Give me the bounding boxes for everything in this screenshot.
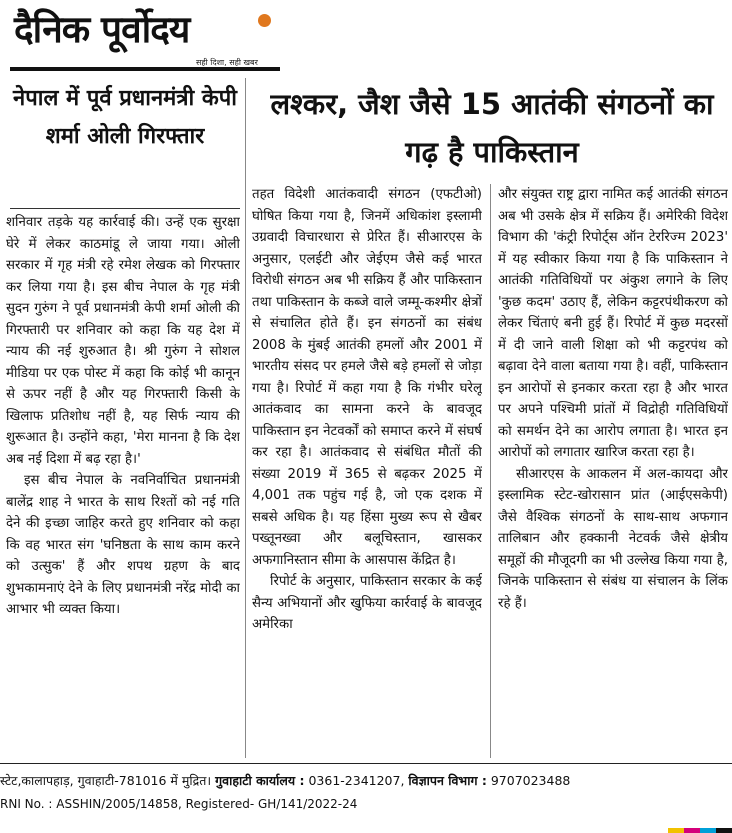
headline-divider: [10, 208, 240, 209]
main-story-paragraph: तहत विदेशी आतंकवादी संगठन (एफटीओ) घोषित किया गया है, जिनमें अधिकांश इस्लामी उग्रवादी विचारधारा से प्रेरित हैं। सीआरएस के अनुसार, एलईटी और जेईएम जैसे कई भारत विरोधी संगठन अब भी सक्रिय हैं और पाकिस्तान तथा पाकिस्तान के कब्जे वाले जम्मू-कश्मीर क्षेत्रों से संचालित होते हैं। इन संगठनों का संबंध 2008 के मुंबई आतंकी हमलों और 2001 में भारतीय संसद पर हमले जैसे बड़े हमलों से जोड़ा गया है। रिपोर्ट में कहा गया है कि गंभीर घरेलू आतंकवाद का सामना करने के बावजूद पाकिस्तान इन नेटवर्कों को समाप्त करने में संघर्ष कर रहा है। आतंकवाद से संबंधित मौतों की संख्या 2019 में 365 से बढ़कर 2025 में 4,001 तक पहुंच गई है, जो एक दशक में सबसे अधिक है। यह हिंसा मुख्य रूप से खैबर पख्तूनख्वा और बलूचिस्तान, खासकर अफगानिस्तान सीमा के आसपास केंद्रित है।: [252, 187, 482, 568]
color-bar-yellow: [668, 828, 684, 833]
color-bar-black: [716, 828, 732, 833]
side-story-headline: नेपाल में पूर्व प्रधानमंत्री केपी शर्मा ओली गिरफ्तार: [13, 86, 237, 149]
main-story-column-1: [252, 184, 482, 757]
newspaper-title: दैनिक पूर्वोदय: [14, 8, 190, 51]
main-story-paragraph: और संयुक्त राष्ट्र द्वारा नामित कई आतंकी संगठन अब भी उसके क्षेत्र में सक्रिय हैं। अमेरिकी विदेश विभाग की 'कंट्री रिपोर्ट्स ऑन टेररिज्म 2023' में यह स्वीकार किया गया है कि पाकिस्तान ने आतंकी गतिविधियों पर अंकुश लगाने के लिए 'कुछ कदम' उठाए हैं, लेकिन कट्टरपंथीकरण को लेकर चिंताएं बनी हुई हैं। रिपोर्ट में कुछ मदरसों में दी जाने वाली शिक्षा को भी कट्टरपंथ को बढ़ावा देने वाला बताया गया है। वहीं, पाकिस्तान इन आरोपों से इनकार करता रहा है और भारत पर अपने पश्चिमी प्रांतों में विद्रोही गतिविधियों को समर्थन देने का आरोप लगाता है। भारत इन आरोपों को लगातार खारिज करता रहा है।: [498, 187, 728, 460]
footer-rule: [0, 763, 732, 764]
footer-registration: RNI No. : ASSHIN/2005/14858, Registered- GH/141/2022-24: [0, 797, 358, 811]
main-story-paragraph: रिपोर्ट के अनुसार, पाकिस्तान सरकार के कई सैन्य अभियानों और खुफिया कार्रवाई के बावजूद अमेरिका: [252, 574, 482, 632]
tagline: सही दिशा, सही खबर: [196, 58, 258, 67]
color-bar-cyan: [700, 828, 716, 833]
side-story-paragraph: शनिवार तड़के यह कार्रवाई की। उन्हें एक सुरक्षा घेरे में लेकर काठमांडू ले जाया गया। ओली सरकार में गृह मंत्री रहे रमेश लेखक को गिरफ्तार कर लिया गया है। इस बीच नेपाल के गृह मंत्री सुदन गुरुंग ने पूर्व प्रधानमंत्री केपी शर्मा ओली की गिरफ्तारी पर शनिवार को कहा कि यह देश में न्याय की नई शुरुआत है। श्री गुरुंग ने सोशल मीडिया पर एक पोस्ट में कहा कि कोई भी कानून से ऊपर नहीं है और यह गिरफ्तारी किसी के खिलाफ प्रतिशोध नहीं है, यह सिर्फ न्याय की शुरूआत है। उन्होंने कहा, 'मेरा मानना है कि देश अब नई दिशा में बढ़ रहा है।': [6, 215, 240, 467]
masthead-rule: [10, 67, 280, 71]
footer-address: स्टेट,कालापहाड़, गुवाहाटी-781016 में मुद्रित।: [0, 773, 212, 788]
footer-office-phone: 0361-2341207,: [308, 773, 405, 788]
main-story-headline: लश्कर, जैश जैसे 15 आतंकी संगठनों का गढ़ है पाकिस्तान: [270, 87, 714, 169]
footer-imprint: [0, 772, 732, 789]
footer-office-label: गुवाहाटी कार्यालय :: [215, 773, 305, 788]
color-bar-magenta: [684, 828, 700, 833]
footer-ad-label: विज्ञापन विभाग :: [408, 773, 487, 788]
footer-ad-phone: 9707023488: [490, 773, 571, 788]
column-divider: [245, 78, 246, 758]
masthead-dot-icon: [258, 14, 271, 27]
side-story-body: [6, 212, 240, 757]
column-divider: [490, 184, 491, 758]
side-story-paragraph: इस बीच नेपाल के नवनिर्वाचित प्रधानमंत्री बालेंद्र शाह ने भारत के साथ रिश्तों को नई गति देने की इच्छा जाहिर करते हुए शनिवार को कहा कि वह भारत संग 'घनिष्ठता के साथ काम करने को उत्सुक' हैं और शपथ ग्रहण के बाद शुभकामनाएं देने के लिए प्रधानमंत्री नरेंद्र मोदी का आभार भी व्यक्त किया।: [6, 473, 240, 617]
main-story-paragraph: सीआरएस के आकलन में अल-कायदा और इस्लामिक स्टेट-खोरासान प्रांत (आईएसकेपी) जैसे वैश्विक संगठनों के साथ-साथ अफगान तालिबान और हक्कानी नेटवर्क जैसे क्षेत्रीय समूहों की मौजूदगी का भी उल्लेख किया गया है, जिनके पाकिस्तान से संबंध या संचालन के लिंक रहे हैं।: [498, 466, 728, 611]
main-story-column-2: [498, 184, 728, 757]
